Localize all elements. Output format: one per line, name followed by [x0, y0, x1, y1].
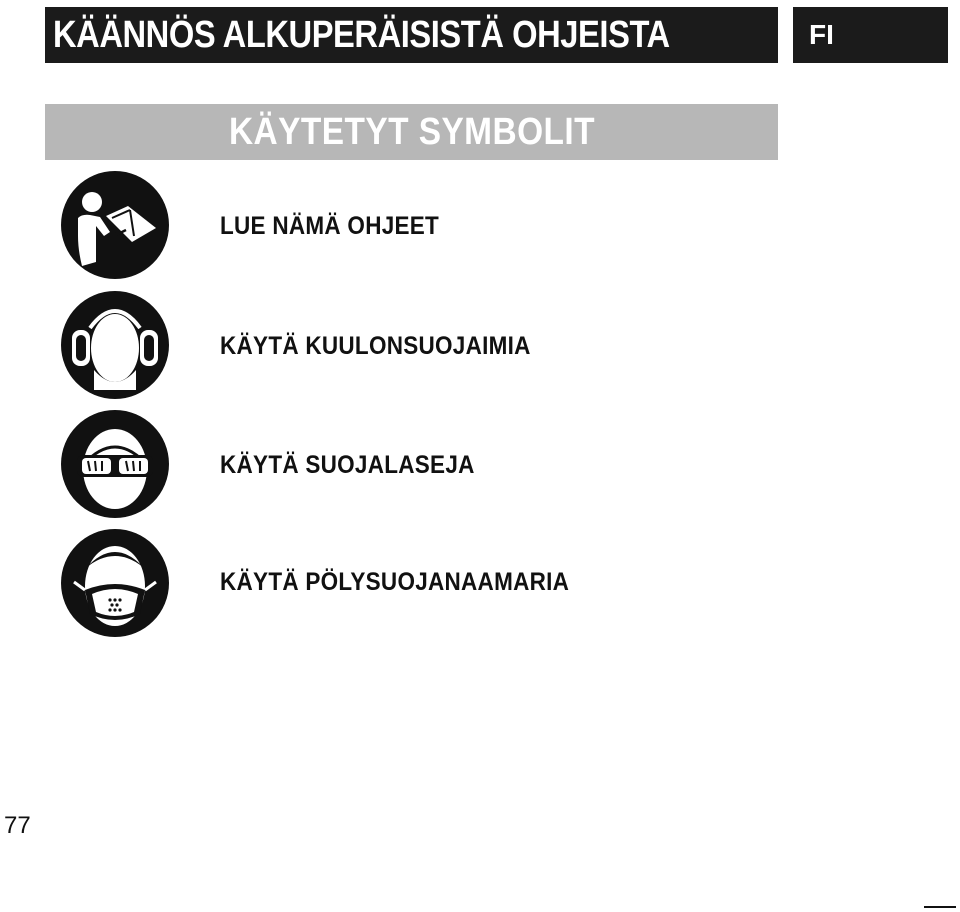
- dust-mask-icon: [60, 528, 170, 638]
- symbol-row-dust-mask: [60, 528, 760, 638]
- symbol-label: LUE NÄMÄ OHJEET: [220, 212, 440, 240]
- document-title: KÄÄNNÖS ALKUPERÄISISTÄ OHJEISTA: [53, 13, 670, 56]
- eye-protection-icon: [60, 409, 170, 519]
- language-code: FI: [809, 19, 834, 50]
- ear-protection-icon: [60, 290, 170, 400]
- symbol-row-ear-protection: [60, 290, 760, 400]
- page-number: 77: [4, 812, 31, 839]
- document-title-bar: [45, 7, 778, 63]
- symbol-label: KÄYTÄ PÖLYSUOJANAAMARIA: [220, 568, 570, 596]
- section-title: KÄYTETYT SYMBOLIT: [228, 110, 595, 153]
- language-tab: [793, 7, 948, 63]
- read-manual-icon: [60, 170, 170, 280]
- symbol-label: KÄYTÄ KUULONSUOJAIMIA: [220, 332, 531, 360]
- symbol-row-read-manual: [60, 170, 760, 280]
- bottom-rule: [924, 906, 956, 908]
- section-heading-band: [45, 104, 778, 160]
- symbol-label: KÄYTÄ SUOJALASEJA: [220, 451, 475, 479]
- symbol-row-eye-protection: [60, 409, 760, 519]
